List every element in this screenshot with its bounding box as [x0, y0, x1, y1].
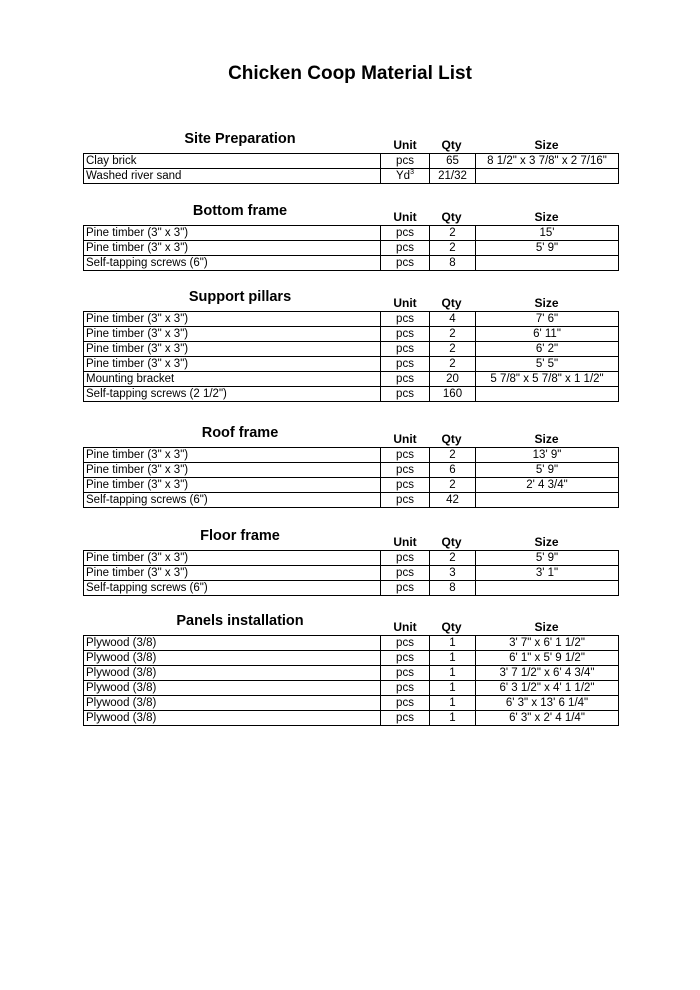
qty-cell: 1	[430, 696, 476, 711]
qty-column-header: Qty	[441, 432, 462, 446]
table-row	[84, 493, 619, 508]
unit-cell: pcs	[381, 372, 430, 387]
unit-cell: pcs	[381, 493, 430, 508]
table-row	[84, 342, 619, 357]
materials-table	[83, 550, 619, 596]
table-row	[84, 154, 619, 169]
section-title: Site Preparation	[184, 131, 296, 147]
qty-cell: 20	[430, 372, 476, 387]
qty-cell: 2	[430, 226, 476, 241]
item-cell: Self-tapping screws (6")	[84, 581, 381, 596]
table-row	[84, 681, 619, 696]
qty-cell: 160	[430, 387, 476, 402]
unit-cell: pcs	[381, 711, 430, 726]
item-cell: Plywood (3/8)	[84, 666, 381, 681]
qty-column-header: Qty	[441, 296, 462, 310]
qty-cell: 1	[430, 681, 476, 696]
section-title: Bottom frame	[192, 203, 288, 219]
size-column-header: Size	[534, 620, 559, 634]
unit-column-header: Unit	[393, 296, 417, 310]
table-row	[84, 327, 619, 342]
item-cell: Washed river sand	[84, 169, 381, 184]
qty-cell: 1	[430, 666, 476, 681]
size-cell: 15'	[476, 226, 619, 241]
qty-cell: 1	[430, 651, 476, 666]
table-row	[84, 463, 619, 478]
qty-cell: 2	[430, 327, 476, 342]
table-row	[84, 581, 619, 596]
qty-column-header: Qty	[441, 138, 462, 152]
size-cell: 3' 7" x 6' 1 1/2"	[476, 636, 619, 651]
size-cell	[476, 493, 619, 508]
section-floor-frame	[83, 528, 619, 596]
qty-cell: 2	[430, 448, 476, 463]
section-header	[83, 203, 619, 225]
item-cell: Self-tapping screws (6")	[84, 256, 381, 271]
table-row	[84, 636, 619, 651]
section-header	[83, 528, 619, 550]
table-row	[84, 169, 619, 184]
unit-cell: pcs	[381, 357, 430, 372]
unit-cell: pcs	[381, 463, 430, 478]
qty-cell: 1	[430, 711, 476, 726]
page-title: Chicken Coop Material List	[228, 63, 472, 84]
section-title: Floor frame	[200, 528, 280, 544]
section-header	[83, 131, 619, 153]
size-cell: 2' 4 3/4"	[476, 478, 619, 493]
table-row	[84, 372, 619, 387]
unit-cell: pcs	[381, 226, 430, 241]
unit-cell	[381, 169, 430, 184]
materials-table	[83, 447, 619, 508]
qty-cell: 3	[430, 566, 476, 581]
size-column-header: Size	[534, 296, 559, 310]
item-cell: Pine timber (3" x 3")	[84, 327, 381, 342]
qty-cell: 2	[430, 357, 476, 372]
qty-cell: 21/32	[430, 169, 476, 184]
materials-table	[83, 225, 619, 271]
table-row	[84, 448, 619, 463]
unit-column-header: Unit	[393, 620, 417, 634]
unit-cell: pcs	[381, 387, 430, 402]
item-cell: Clay brick	[84, 154, 381, 169]
size-column-header: Size	[534, 432, 559, 446]
table-row	[84, 387, 619, 402]
section-header	[83, 289, 619, 311]
qty-column-header: Qty	[441, 620, 462, 634]
unit-cell: pcs	[381, 154, 430, 169]
unit-cell: pcs	[381, 241, 430, 256]
section-roof-frame	[83, 425, 619, 508]
table-row	[84, 478, 619, 493]
section-title: Support pillars	[188, 289, 292, 305]
unit-column-header: Unit	[393, 432, 417, 446]
table-row	[84, 551, 619, 566]
qty-cell: 2	[430, 551, 476, 566]
section-header	[83, 425, 619, 447]
qty-cell: 8	[430, 256, 476, 271]
size-cell: 3' 1"	[476, 566, 619, 581]
qty-cell: 4	[430, 312, 476, 327]
size-cell: 6' 11"	[476, 327, 619, 342]
size-column-header: Size	[534, 535, 559, 549]
unit-column-header: Unit	[393, 535, 417, 549]
section-header	[83, 613, 619, 635]
table-row	[84, 666, 619, 681]
size-cell: 5' 9"	[476, 551, 619, 566]
size-cell: 6' 3" x 13' 6 1/4"	[476, 696, 619, 711]
materials-table	[83, 311, 619, 402]
size-column-header: Size	[534, 210, 559, 224]
unit-cell: pcs	[381, 566, 430, 581]
item-cell: Plywood (3/8)	[84, 681, 381, 696]
size-cell	[476, 256, 619, 271]
section-site-preparation	[83, 131, 619, 184]
qty-column-header: Qty	[441, 210, 462, 224]
qty-cell: 1	[430, 636, 476, 651]
unit-cell: pcs	[381, 581, 430, 596]
unit-cell: pcs	[381, 696, 430, 711]
unit-cell: pcs	[381, 342, 430, 357]
table-row	[84, 696, 619, 711]
section-title: Roof frame	[201, 425, 279, 441]
unit-cell: pcs	[381, 666, 430, 681]
item-cell: Pine timber (3" x 3")	[84, 226, 381, 241]
item-cell: Pine timber (3" x 3")	[84, 312, 381, 327]
item-cell: Pine timber (3" x 3")	[84, 448, 381, 463]
size-cell: 5' 9"	[476, 241, 619, 256]
qty-cell: 65	[430, 154, 476, 169]
unit-cell: pcs	[381, 327, 430, 342]
size-cell: 6' 3 1/2" x 4' 1 1/2"	[476, 681, 619, 696]
unit-text: Yd	[396, 170, 411, 182]
unit-cell: pcs	[381, 478, 430, 493]
materials-table	[83, 153, 619, 184]
section-support-pillars	[83, 289, 619, 402]
unit-cell: pcs	[381, 312, 430, 327]
table-row	[84, 711, 619, 726]
item-cell: Self-tapping screws (2 1/2")	[84, 387, 381, 402]
unit-cell: pcs	[381, 636, 430, 651]
size-cell: 8 1/2" x 3 7/8" x 2 7/16"	[476, 154, 619, 169]
table-row	[84, 312, 619, 327]
size-cell: 5' 5"	[476, 357, 619, 372]
table-row	[84, 226, 619, 241]
item-cell: Pine timber (3" x 3")	[84, 342, 381, 357]
size-cell: 5 7/8" x 5 7/8" x 1 1/2"	[476, 372, 619, 387]
size-cell: 6' 2"	[476, 342, 619, 357]
size-cell: 3' 7 1/2" x 6' 4 3/4"	[476, 666, 619, 681]
qty-cell: 2	[430, 342, 476, 357]
size-cell: 13' 9"	[476, 448, 619, 463]
item-cell: Plywood (3/8)	[84, 711, 381, 726]
section-panels-installation	[83, 613, 619, 726]
unit-column-header: Unit	[393, 138, 417, 152]
item-cell: Self-tapping screws (6")	[84, 493, 381, 508]
item-cell: Plywood (3/8)	[84, 696, 381, 711]
size-column-header: Size	[534, 138, 559, 152]
item-cell: Plywood (3/8)	[84, 651, 381, 666]
table-row	[84, 357, 619, 372]
table-row	[84, 256, 619, 271]
qty-column-header: Qty	[441, 535, 462, 549]
item-cell: Pine timber (3" x 3")	[84, 463, 381, 478]
unit-cell: pcs	[381, 551, 430, 566]
item-cell: Pine timber (3" x 3")	[84, 357, 381, 372]
size-cell	[476, 581, 619, 596]
size-cell: 6' 3" x 2' 4 1/4"	[476, 711, 619, 726]
size-cell: 5' 9"	[476, 463, 619, 478]
item-cell: Pine timber (3" x 3")	[84, 566, 381, 581]
section-title: Panels installation	[176, 613, 304, 629]
qty-cell: 8	[430, 581, 476, 596]
unit-superscript: 3	[410, 169, 414, 177]
table-row	[84, 566, 619, 581]
materials-table	[83, 635, 619, 726]
qty-cell: 42	[430, 493, 476, 508]
size-cell	[476, 169, 619, 184]
item-cell: Pine timber (3" x 3")	[84, 241, 381, 256]
section-bottom-frame	[83, 203, 619, 271]
item-cell: Plywood (3/8)	[84, 636, 381, 651]
unit-cell: pcs	[381, 651, 430, 666]
qty-cell: 2	[430, 241, 476, 256]
unit-cell: pcs	[381, 448, 430, 463]
table-row	[84, 241, 619, 256]
size-cell	[476, 387, 619, 402]
unit-column-header: Unit	[393, 210, 417, 224]
qty-cell: 6	[430, 463, 476, 478]
unit-cell: pcs	[381, 681, 430, 696]
item-cell: Pine timber (3" x 3")	[84, 551, 381, 566]
unit-cell: pcs	[381, 256, 430, 271]
item-cell: Mounting bracket	[84, 372, 381, 387]
item-cell: Pine timber (3" x 3")	[84, 478, 381, 493]
size-cell: 7' 6"	[476, 312, 619, 327]
size-cell: 6' 1" x 5' 9 1/2"	[476, 651, 619, 666]
table-row	[84, 651, 619, 666]
qty-cell: 2	[430, 478, 476, 493]
